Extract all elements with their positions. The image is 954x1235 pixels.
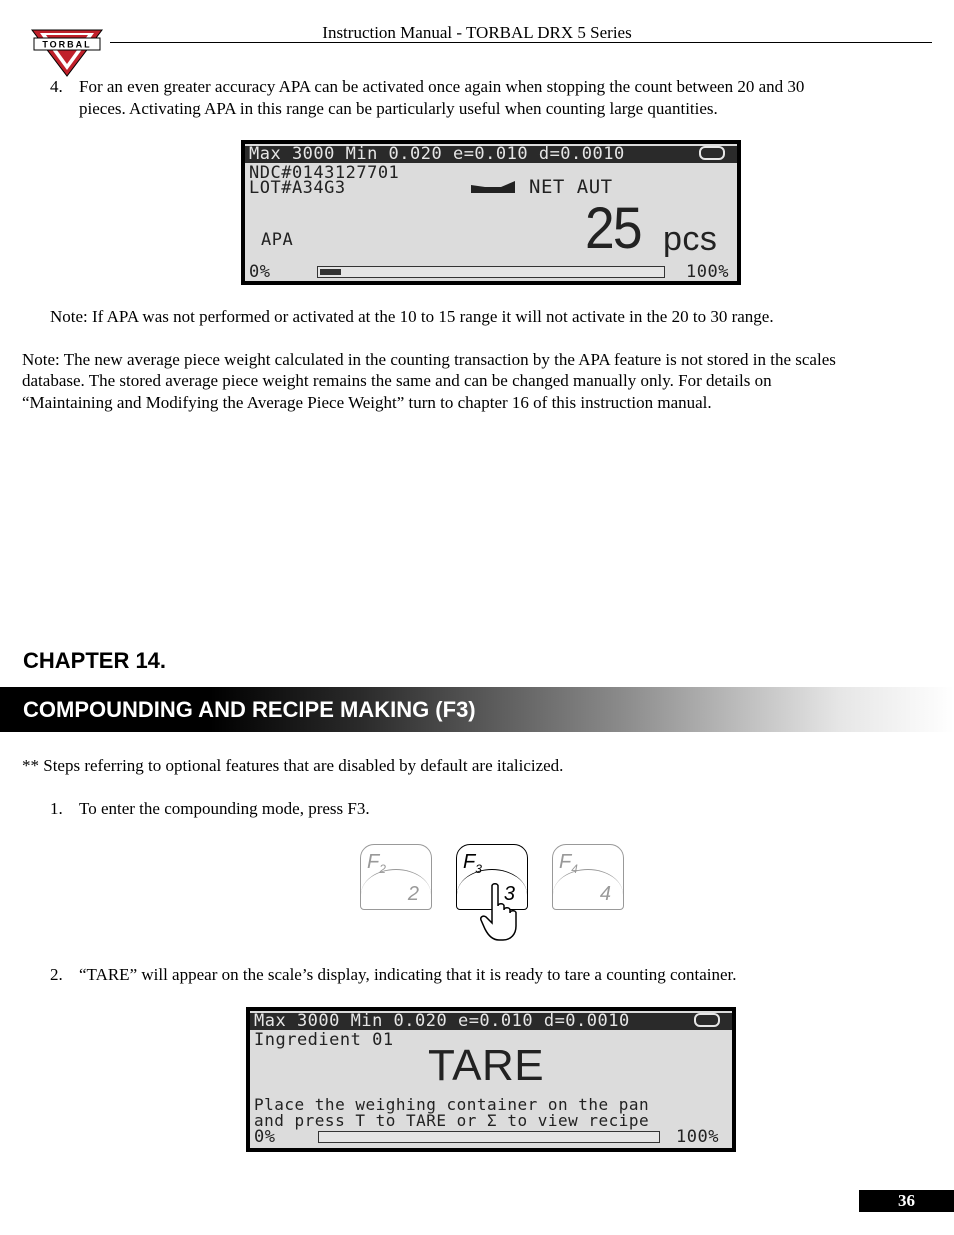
progress-bar [318,1131,660,1143]
progress-min-label: 0% [254,1127,276,1147]
scale-display-apa [241,140,741,285]
step2-text: “TARE” will appear on the scale’s display, indicating that it is ready to tare a counting container. [79,965,737,984]
header-rule [110,42,932,43]
note-apa-range: Note: If APA was not performed or activated at the 10 to 15 range it will not activate in the 20 to 30 range. [50,307,774,326]
chapter-title: COMPOUNDING AND RECIPE MAKING (F3) [23,697,476,722]
progress-max-label: 100% [686,262,729,281]
note-average-line1: Note: The new average piece weight calculated in the counting transaction by the APA feature is not stored in the scales [22,350,836,369]
note-average-line3: “Maintaining and Modifying the Average Piece Weight” turn to chapter 16 of this instruction manual. [22,393,712,412]
stability-icon [471,178,515,190]
progress-max-label: 100% [676,1127,719,1147]
display-spec-bar: Max 3000 Min 0.020 e=0.010 d=0.0010 [250,1013,732,1030]
step4-line1: For an even greater accuracy APA can be activated once again when stopping the count between 20 and 30 [79,77,805,96]
function-keys-illustration [355,840,635,950]
instruction-line2: and press T to TARE or Σ to view recipe [254,1111,650,1130]
progress-bar [317,266,665,278]
battery-icon [694,1013,720,1027]
display-spec-bar: Max 3000 Min 0.020 e=0.010 d=0.0010 [245,146,737,163]
tare-message: TARE [428,1041,545,1090]
battery-icon [699,146,725,160]
progress-min-label: 0% [249,262,271,281]
f2-key[interactable]: $F_2$ 2 [360,844,432,910]
svg-text:TORBAL: TORBAL [42,39,92,50]
chapter-label: CHAPTER 14. [23,648,167,673]
net-aut-indicator: NET AUT [529,176,613,198]
piece-count: 25 [585,196,641,261]
pointing-hand-icon [479,882,521,942]
instruction-line1: Place the weighing container on the pan [254,1095,650,1114]
step2-number: 2. [50,965,63,984]
progress-fill [320,269,341,275]
step4-number: 4. [50,77,63,96]
italic-steps-note: ** Steps referring to optional features that are disabled by default are italicized. [22,756,564,775]
note-average-line2: database. The stored average piece weight remains the same and can be changed manually only. For details on [22,371,772,390]
lot-code: LOT#A34G3 [249,178,346,198]
header-title: Instruction Manual - TORBAL DRX 5 Series [322,23,632,42]
f4-key[interactable]: $F_4$ 4 [552,844,624,910]
page-number: 36 [859,1190,954,1212]
ingredient-label: Ingredient 01 [254,1030,394,1050]
chapter-banner [0,687,954,732]
step1-number: 1. [50,799,63,818]
step1-text: To enter the compounding mode, press F3. [79,799,370,818]
step4-line2: pieces. Activating APA in this range can be particularly useful when counting large quantities. [79,99,718,118]
scale-display-tare [246,1007,736,1152]
apa-indicator: APA [261,230,294,250]
count-unit: pcs [663,220,718,258]
ndc-code: NDC#0143127701 [249,163,400,183]
f3-key[interactable]: $F_3$ 3 [456,844,528,910]
